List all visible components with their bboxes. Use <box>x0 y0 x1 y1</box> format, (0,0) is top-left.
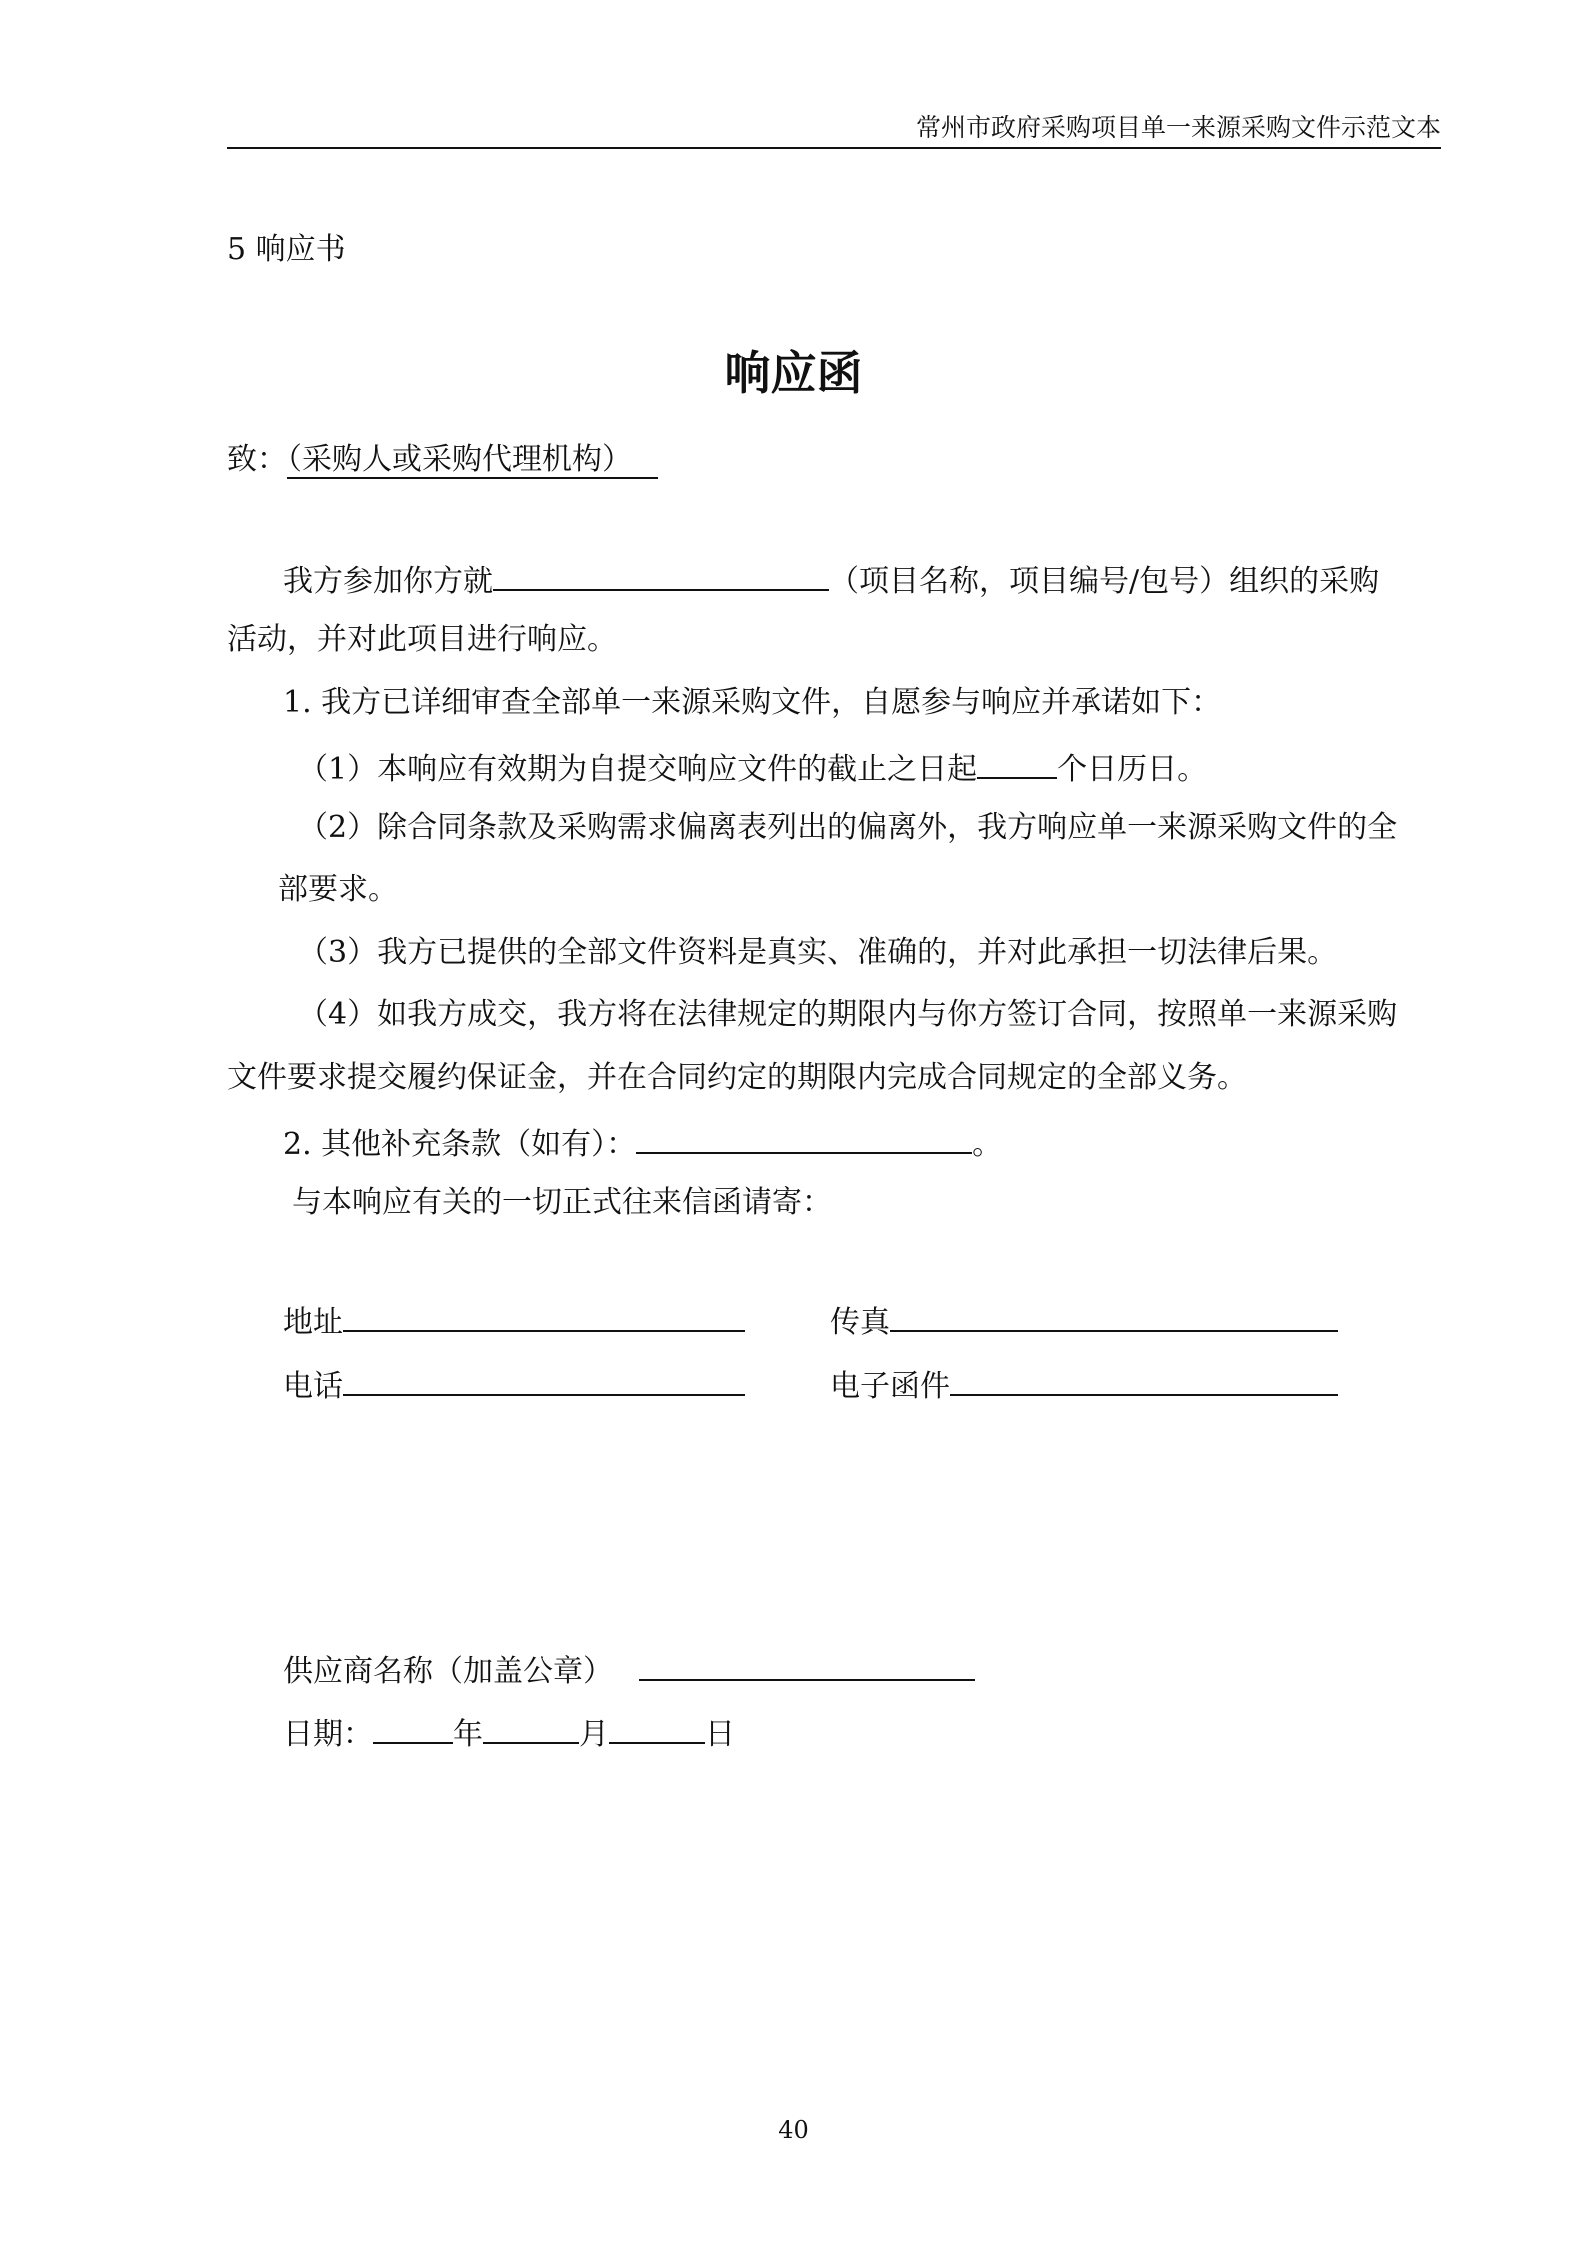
address-label: 地址 <box>283 1305 343 1340</box>
item-1: 1. 我方已详细审查全部单一来源采购文件，自愿参与响应并承诺如下： <box>283 685 1222 720</box>
item-1-2: （2）除合同条款及采购需求偏离表列出的偏离外，我方响应单一来源采购文件的全 <box>298 810 1398 845</box>
intro-paragraph <box>283 557 1379 602</box>
phone-label: 电话 <box>283 1369 343 1404</box>
supplier-label: 供应商名称（加盖公章） <box>283 1654 613 1689</box>
year-blank[interactable] <box>373 1710 453 1744</box>
addressee-placeholder: （采购人或采购代理机构） <box>287 442 658 479</box>
item-1-4: （4）如我方成交，我方将在法律规定的期限内与你方签订合同，按照单一来源采购 <box>298 997 1398 1032</box>
phone-blank[interactable] <box>343 1362 745 1396</box>
email-blank[interactable] <box>950 1362 1338 1396</box>
item-1-2-continuation: 部要求。 <box>278 872 398 907</box>
document-title: 响应函 <box>724 346 863 400</box>
running-header: 常州市政府采购项目单一来源采购文件示范文本 <box>915 113 1441 142</box>
email-field <box>830 1362 1338 1407</box>
supplementary-terms-blank[interactable] <box>636 1120 972 1154</box>
phone-field <box>283 1362 745 1407</box>
item-2-text: 2. 其他补充条款（如有）： <box>283 1127 637 1162</box>
project-name-blank[interactable] <box>493 557 829 591</box>
addressee-prefix: 致： <box>227 442 287 477</box>
intro-continuation: 活动，并对此项目进行响应。 <box>227 622 617 657</box>
item-1-1-text-after: 个日历日。 <box>1057 752 1208 787</box>
intro-text-after: （项目名称，项目编号/包号）组织的采购 <box>829 564 1380 599</box>
item-1-4-continuation: 文件要求提交履约保证金，并在合同约定的期限内完成合同规定的全部义务。 <box>227 1060 1247 1095</box>
month-label: 月 <box>579 1717 609 1752</box>
address-blank[interactable] <box>343 1298 745 1332</box>
intro-text: 我方参加你方就 <box>283 564 493 599</box>
fax-label: 传真 <box>830 1305 890 1340</box>
header-rule <box>227 147 1441 149</box>
day-blank[interactable] <box>609 1710 705 1744</box>
address-field <box>283 1298 745 1343</box>
supplier-signature-line <box>283 1647 975 1692</box>
item-1-3: （3）我方已提供的全部文件资料是真实、准确的，并对此承担一切法律后果。 <box>298 935 1338 970</box>
supplier-name-blank[interactable] <box>639 1647 975 1681</box>
addressee-line <box>227 440 658 480</box>
page-number: 40 <box>778 2116 809 2144</box>
section-heading: 5 响应书 <box>227 232 346 267</box>
item-1-1 <box>298 745 1207 790</box>
email-label: 电子函件 <box>830 1369 950 1404</box>
day-label: 日 <box>705 1717 735 1752</box>
year-label: 年 <box>453 1717 483 1752</box>
fax-field <box>830 1298 1338 1343</box>
item-2 <box>283 1120 1002 1165</box>
correspondence-note: 与本响应有关的一切正式往来信函请寄： <box>292 1185 832 1220</box>
date-label: 日期： <box>283 1717 373 1752</box>
fax-blank[interactable] <box>890 1298 1338 1332</box>
item-1-1-text: （1）本响应有效期为自提交响应文件的截止之日起 <box>298 752 978 787</box>
item-2-period: 。 <box>972 1127 1003 1162</box>
validity-days-blank[interactable] <box>977 745 1057 779</box>
month-blank[interactable] <box>483 1710 579 1744</box>
date-line <box>283 1710 735 1755</box>
